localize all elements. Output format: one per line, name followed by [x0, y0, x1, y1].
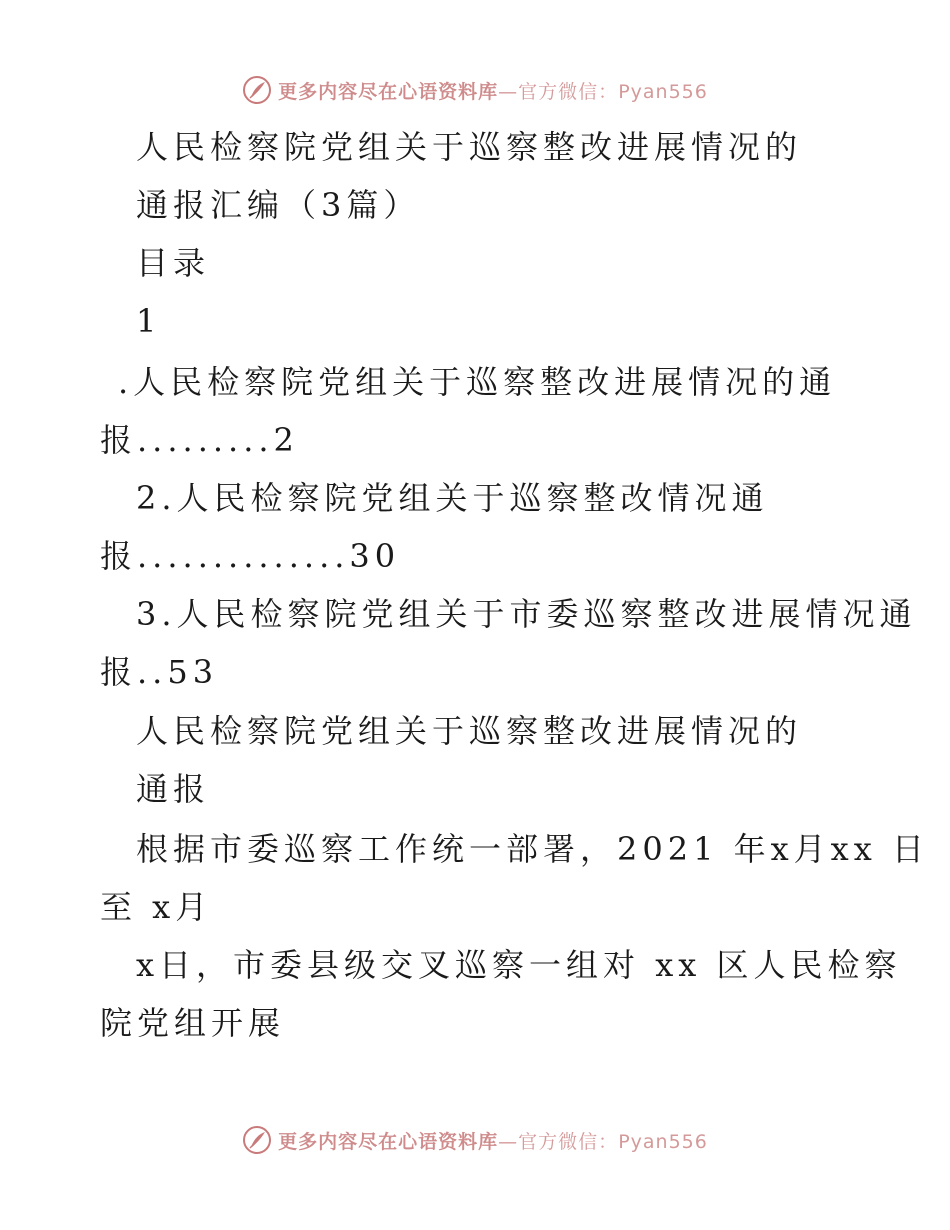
footer-banner: [0, 1120, 950, 1160]
toc-item-1: .人民检察院党组关于巡察整改进展情况的通: [118, 363, 837, 401]
paragraph-1-line-2: 至 x月: [100, 888, 213, 926]
toc-item-1-page: 报.........2: [100, 421, 299, 459]
header-banner: [0, 70, 950, 110]
toc-number: 1: [136, 302, 162, 340]
article-title-line-1: 人民检察院党组关于巡察整改进展情况的: [136, 712, 803, 750]
paragraph-1-line-1: 根据市委巡察工作统一部署，2021 年x月xx 日: [136, 830, 929, 868]
article-title-line-2: 通报: [136, 770, 211, 808]
paragraph-2-line-1: x日，市委县级交叉巡察一组对 xx 区人民检察: [136, 946, 902, 984]
quill-logo-icon: [242, 1125, 272, 1155]
toc-item-3: 3.人民检察院党组关于市委巡察整改进展情况通: [136, 595, 917, 633]
paragraph-2-line-2: 院党组开展: [100, 1004, 286, 1042]
document-title-line-2: 通报汇编（3篇）: [136, 186, 421, 224]
document-title-line-1: 人民检察院党组关于巡察整改进展情况的: [136, 128, 803, 166]
toc-item-2-page: 报..............30: [100, 537, 401, 575]
toc-item-3-page: 报..53: [100, 653, 219, 691]
toc-heading: 目录: [136, 244, 211, 282]
banner-text: 更多内容尽在心语资料库—官方微信：Pyan556: [278, 1130, 708, 1153]
toc-item-2: 2.人民检察院党组关于巡察整改情况通: [136, 479, 769, 517]
banner-text: 更多内容尽在心语资料库—官方微信：Pyan556: [278, 80, 708, 103]
quill-logo-icon: [242, 75, 272, 105]
